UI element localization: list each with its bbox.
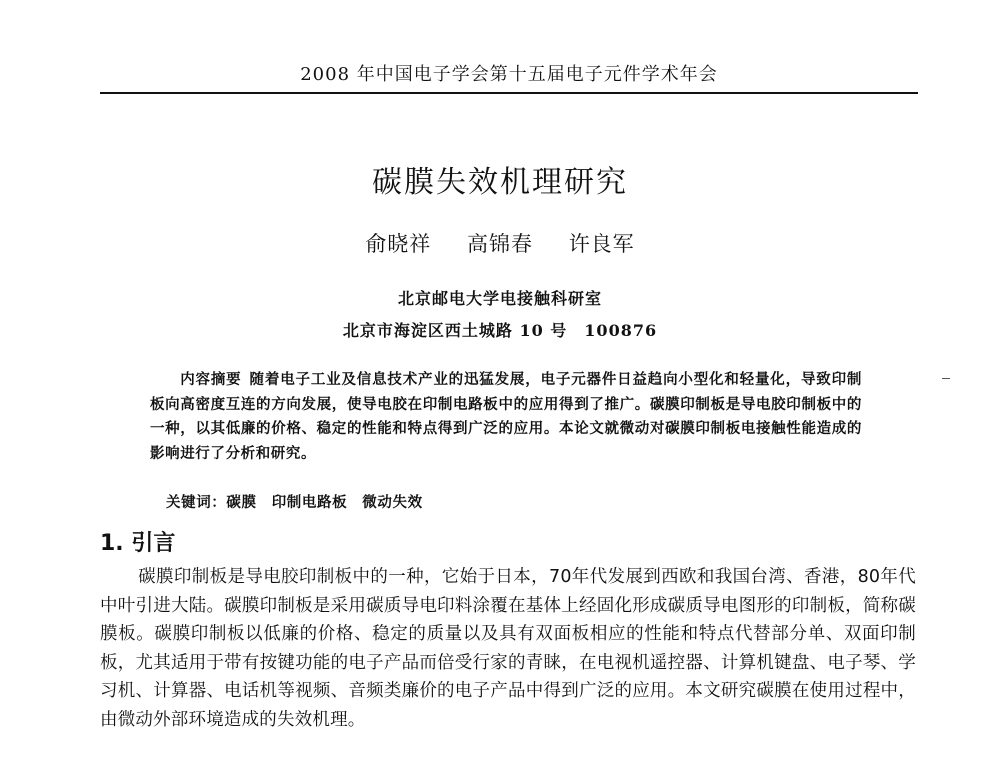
paper-title: 碳膜失效机理研究 [372,165,628,200]
keywords-text: 碳膜 印制电路板 微动失效 [226,494,423,511]
abstract-text: 随着电子工业及信息技术产业的迅猛发展，电子元器件日益趋向小型化和轻量化，导致印制板向高密度互连的方向发展，使导电胶在印制电路板中的应用得到了推广。碳膜印制板是导电胶印制板中的一种，以其低廉的价格、稳定的性能和特点得到广泛的应用。本论文就微动对碳膜印制板电接触性能造成的影响进行了分析和研究。 [150,371,862,462]
keywords-label: 关键词： [166,495,227,511]
author-list [0,228,1000,258]
section-heading: 1. 引言 [100,531,176,556]
author-name: 高锦春 [467,232,533,256]
abstract-label: 内容摘要 [180,372,242,388]
keywords [166,491,423,512]
author-name: 许良军 [568,232,635,256]
section-body [100,563,916,734]
section-body-text: 碳膜印制板是导电胶印制板中的一种，它始于日本，70年代发展到西欧和我国台湾、香港，80年代中叶引进大陆。碳膜印制板是采用碳质导电印料涂覆在基体上经固化形成碳质导电图形的印制板，简称碳膜板。碳膜印制板以低廉的价格、稳定的质量以及具有双面板相应的性能和特点代替部分单、双面印制板，尤其适用于带有按键功能的电子产品而倍受行家的青睐，在电视机遥控器、计算机键盘、电子琴、学习机、计算器、电话机等视频、音频类廉价的电子产品中得到广泛的应用。本文研究碳膜在使用过程中，由微动外部环境造成的失效机理。 [100,567,916,730]
address: 北京市海淀区西土城路 10 号 100876 [342,321,658,340]
scan-mark [942,378,950,379]
author-name: 俞晓祥 [365,232,432,256]
running-header: 2008 年中国电子学会第十五届电子元件学术年会 [300,64,718,85]
affiliation: 北京邮电大学电接触科研室 [397,289,602,308]
header-rule [100,92,918,94]
abstract [150,368,862,466]
